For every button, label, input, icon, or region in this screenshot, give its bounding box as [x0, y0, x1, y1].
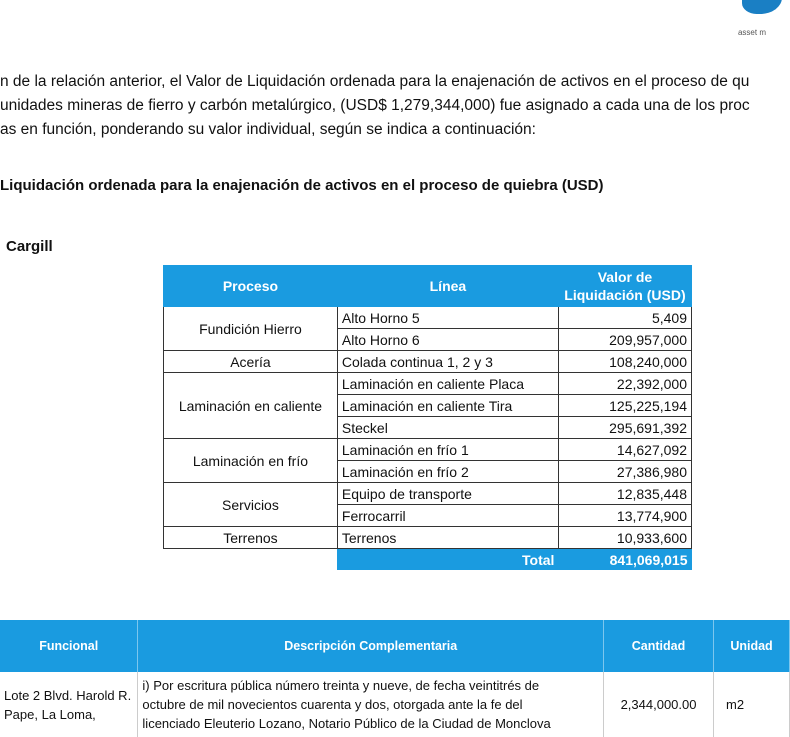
- total-value: 841,069,015: [558, 549, 691, 571]
- header-valor: [558, 266, 691, 307]
- linea-cell: Laminación en caliente Placa: [337, 373, 558, 395]
- table-row: [164, 307, 692, 329]
- valor-cell: 295,691,392: [558, 417, 691, 439]
- liquidation-table: [163, 265, 692, 570]
- linea-cell: Laminación en frío 1: [337, 439, 558, 461]
- linea-cell: Ferrocarril: [337, 505, 558, 527]
- table-row: [0, 672, 790, 737]
- subtitle: Cargill: [6, 238, 53, 255]
- valor-cell: 10,933,600: [558, 527, 691, 549]
- valor-cell: 125,225,194: [558, 395, 691, 417]
- linea-cell: Alto Horno 5: [337, 307, 558, 329]
- header-proceso: Proceso: [164, 266, 338, 307]
- total-label: Total: [337, 549, 558, 571]
- linea-cell: Laminación en caliente Tira: [337, 395, 558, 417]
- table-row: [164, 373, 692, 395]
- table-row: [164, 439, 692, 461]
- liquidation-table-header: [164, 266, 692, 307]
- funcional-line: Pape, La Loma,: [4, 706, 96, 722]
- linea-cell: Alto Horno 6: [337, 329, 558, 351]
- logo-shape-icon: [742, 0, 782, 14]
- proceso-cell: Laminación en caliente: [164, 373, 338, 439]
- linea-cell: Steckel: [337, 417, 558, 439]
- funcional-line: Lote 2 Blvd. Harold R.: [4, 687, 132, 703]
- intro-line: as en función, ponderando su valor individual, según se indica a continuación:: [0, 121, 536, 138]
- header-valor-line2: Liquidación (USD): [564, 287, 686, 303]
- proceso-cell: Terrenos: [164, 527, 338, 549]
- descripcion-line: i) Por escritura pública número treinta y nueve, de fecha veintitrés de: [142, 678, 540, 693]
- header-linea: Línea: [337, 266, 558, 307]
- header-cantidad: Cantidad: [604, 620, 714, 672]
- valor-cell: 22,392,000: [558, 373, 691, 395]
- valor-cell: 27,386,980: [558, 461, 691, 483]
- total-row: [164, 549, 692, 571]
- header-valor-line1: Valor de: [597, 269, 653, 285]
- section-title: Liquidación ordenada para la enajenación de activos en el proceso de quiebra (USD): [0, 177, 604, 194]
- linea-cell: Equipo de transporte: [337, 483, 558, 505]
- logo-text: asset m: [737, 28, 766, 37]
- table-row: [164, 351, 692, 373]
- header-unidad: Unidad: [714, 620, 790, 672]
- descripcion-line: licenciado Eleuterio Lozano, Notario Público de la Ciudad de Monclova: [142, 716, 551, 731]
- cantidad-cell: 2,344,000.00: [604, 672, 714, 737]
- linea-cell: Terrenos: [337, 527, 558, 549]
- table-row: [164, 527, 692, 549]
- total-spacer: [164, 549, 338, 571]
- valor-cell: 12,835,448: [558, 483, 691, 505]
- intro-paragraph: [0, 70, 790, 142]
- proceso-cell: Laminación en frío: [164, 439, 338, 483]
- intro-line: n de la relación anterior, el Valor de Liquidación ordenada para la enajenación de activos en el proceso de qu: [0, 73, 750, 90]
- valor-cell: 14,627,092: [558, 439, 691, 461]
- intro-line: unidades mineras de fierro y carbón metalúrgico, (USD$ 1,279,344,000) fue asignado a cada una de los proc: [0, 97, 750, 114]
- descripcion-cell: [138, 672, 604, 737]
- header-funcional: Funcional: [0, 620, 138, 672]
- proceso-cell: Servicios: [164, 483, 338, 527]
- functional-table-header: [0, 620, 790, 672]
- descripcion-line: octubre de mil novecientos cuarenta y dos, otorgada ante la fe del: [142, 697, 523, 712]
- header-descripcion: Descripción Complementaria: [138, 620, 604, 672]
- valor-cell: 108,240,000: [558, 351, 691, 373]
- proceso-cell: Fundición Hierro: [164, 307, 338, 351]
- linea-cell: Laminación en frío 2: [337, 461, 558, 483]
- company-logo: [734, 0, 768, 44]
- valor-cell: 209,957,000: [558, 329, 691, 351]
- valor-cell: 5,409: [558, 307, 691, 329]
- valor-cell: 13,774,900: [558, 505, 691, 527]
- functional-table: [0, 620, 790, 737]
- table-row: [164, 483, 692, 505]
- linea-cell: Colada continua 1, 2 y 3: [337, 351, 558, 373]
- proceso-cell: Acería: [164, 351, 338, 373]
- unidad-cell: m2: [714, 672, 790, 737]
- funcional-cell: [0, 672, 138, 737]
